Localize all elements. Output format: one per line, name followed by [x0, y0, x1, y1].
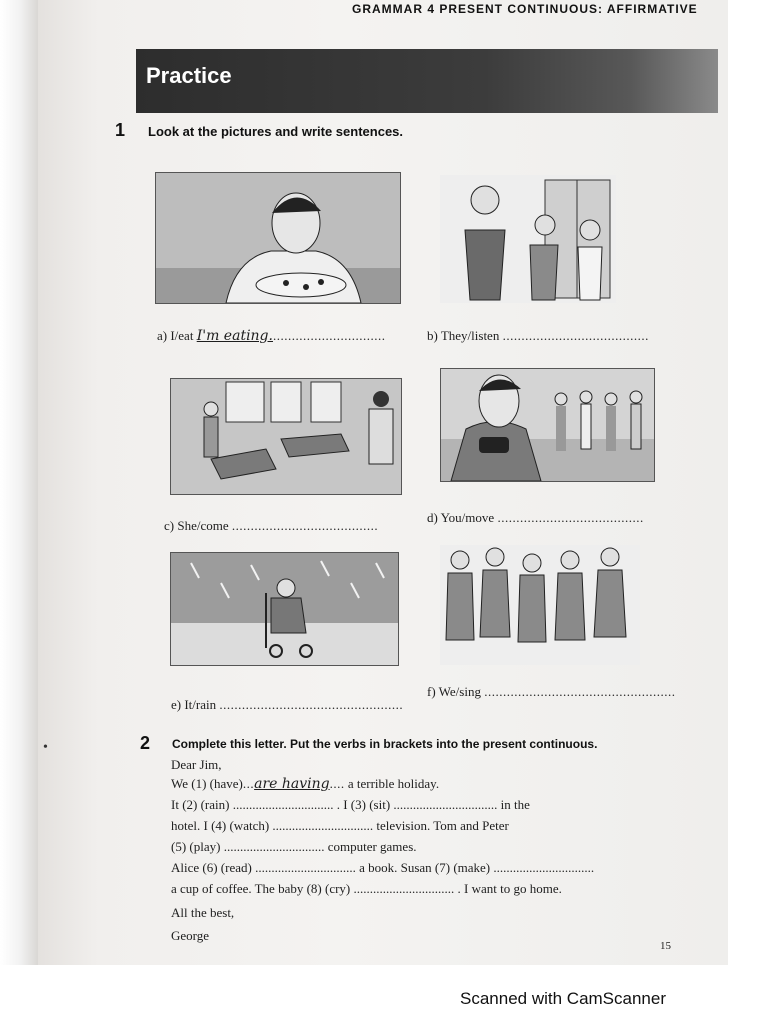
item-f-dots: ................................................... [484, 684, 676, 699]
page-speck: • [43, 740, 48, 755]
exercise-2-number: 2 [140, 733, 151, 753]
picture-girls-singing [440, 545, 640, 665]
item-e [171, 697, 403, 713]
letter-closing: All the best, [171, 905, 235, 920]
item-b [427, 328, 649, 344]
item-b-dots: ....................................... [502, 328, 649, 343]
item-a-dots: .............................. [272, 328, 386, 343]
item-d-label: d) You/move [427, 510, 495, 525]
letter-line-1-post: a terrible holiday. [347, 776, 440, 791]
picture-man-with-camera [440, 368, 655, 482]
letter-line-1-dots-b: .... [329, 776, 345, 791]
picture-boy-eating [155, 172, 401, 304]
letter-line-5: Alice (6) (read) ............................... a book. Susan (7) (make) ............................... [171, 860, 595, 875]
item-c-label: c) She/come [164, 518, 229, 533]
letter-greeting: Dear Jim, [171, 757, 222, 772]
item-a-answer: I'm eating. [196, 328, 273, 344]
picture-rain-pushchair [170, 552, 399, 666]
binding-shadow [0, 0, 38, 965]
practice-banner [136, 49, 718, 113]
letter-line-1-dots-a: ... [242, 776, 255, 791]
item-e-dots: ................................................. [219, 697, 404, 712]
letter-line-3: hotel. I (4) (watch) ............................... television. Tom and Peter [171, 818, 509, 833]
item-d-dots: ....................................... [497, 510, 644, 525]
letter-signature: George [171, 928, 210, 943]
scanner-watermark: Scanned with CamScanner [460, 989, 667, 1008]
item-c [164, 518, 378, 534]
picture-classroom [170, 378, 402, 495]
item-e-label: e) It/rain [171, 697, 217, 712]
letter-line-4: (5) (play) ............................... computer games. [171, 839, 417, 854]
item-c-dots: ....................................... [231, 518, 379, 533]
item-d [427, 510, 644, 526]
item-a-label: a) I/eat [157, 328, 194, 343]
item-b-label: b) They/listen [427, 328, 500, 343]
banner-title: Practice [146, 63, 232, 88]
exercise-2-instruction: Complete this letter. Put the verbs in brackets into the present continuous. [172, 737, 598, 751]
letter-line-6: a cup of coffee. The baby (8) (cry) ............................... . I want to go home. [171, 881, 562, 896]
page-number: 15 [660, 940, 671, 952]
picture-listening-at-door [440, 175, 616, 303]
running-head: GRAMMAR 4 PRESENT CONTINUOUS: AFFIRMATIVE [352, 2, 698, 16]
exercise-1-instruction: Look at the pictures and write sentences. [148, 124, 404, 139]
item-f-label: f) We/sing [427, 684, 481, 699]
letter-line-1-pre: We (1) (have) [171, 776, 243, 791]
item-f [427, 684, 675, 700]
letter-line-1 [171, 776, 439, 792]
letter-line-2: It (2) (rain) ............................... . I (3) (sit) ................................ in the [171, 797, 530, 812]
item-a [157, 328, 385, 344]
letter-line-1-answer: are having [254, 776, 330, 792]
exercise-1-number: 1 [115, 120, 126, 140]
